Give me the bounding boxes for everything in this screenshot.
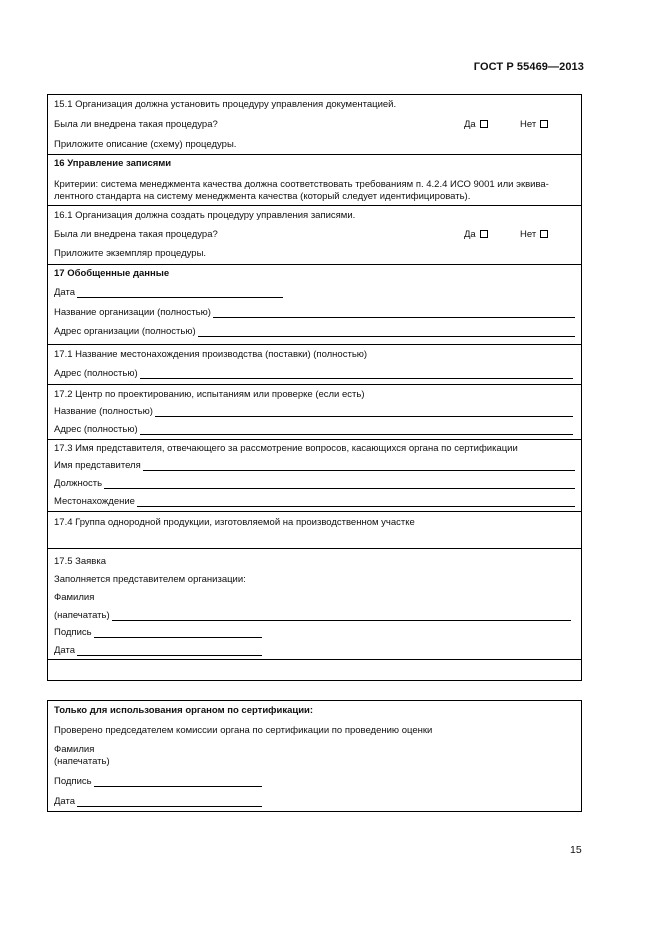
org-address-field[interactable] — [54, 326, 575, 337]
document-standard-number: ГОСТ Р 55469—2013 — [473, 61, 584, 73]
section-15-1-attach: Приложите описание (схему) процедуры. — [54, 139, 237, 150]
yes-label: Да — [464, 229, 476, 240]
section-17-1 — [48, 345, 581, 385]
org-address-label: Адрес организации (полностью) — [54, 326, 196, 337]
no-option[interactable] — [520, 119, 548, 130]
section-16-title: 16 Управление записями — [54, 158, 172, 169]
applicant-signature-fill-line[interactable] — [94, 628, 262, 638]
center-address-label: Адрес (полностью) — [54, 424, 138, 435]
cert-date-label: Дата — [54, 796, 76, 807]
section-17-5-filled-by: Заполняется представителем организации: — [54, 574, 246, 585]
applicant-date-field[interactable] — [54, 645, 575, 656]
section-16-1-title: 16.1 Организация должна создать процедуру управления записями. — [54, 210, 356, 221]
org-name-field[interactable] — [54, 307, 575, 318]
cert-date-fill-line[interactable] — [77, 797, 262, 807]
rep-name-fill-line[interactable] — [143, 461, 575, 471]
no-option[interactable] — [520, 229, 548, 240]
applicant-date-label: Дата — [54, 645, 76, 656]
org-address-fill-line[interactable] — [198, 327, 575, 337]
cert-signature-field[interactable] — [54, 776, 575, 787]
cert-signature-label: Подпись — [54, 776, 92, 787]
section-15-1 — [48, 95, 581, 155]
date-fill-line[interactable] — [77, 288, 283, 298]
rep-name-label: Имя представителя — [54, 460, 141, 471]
applicant-date-fill-line[interactable] — [77, 646, 262, 656]
date-label: Дата — [54, 287, 76, 298]
section-17-5-title: 17.5 Заявка — [54, 556, 106, 567]
no-label: Нет — [520, 229, 537, 240]
applicant-print-label: (напечатать) — [54, 610, 110, 621]
section-17-3 — [48, 440, 581, 512]
section-17-5 — [48, 549, 581, 660]
position-fill-line[interactable] — [104, 479, 575, 489]
section-17-title: 17 Обобщенные данные — [54, 268, 170, 279]
cert-surname-label: Фамилия — [54, 744, 95, 755]
location-label: Местонахождение — [54, 496, 135, 507]
position-label: Должность — [54, 478, 103, 489]
applicant-print-field[interactable] — [54, 610, 571, 621]
center-name-fill-line[interactable] — [155, 407, 573, 417]
empty-row — [48, 660, 581, 680]
center-address-field[interactable] — [54, 424, 573, 435]
no-checkbox[interactable] — [540, 230, 548, 238]
yes-label: Да — [464, 119, 476, 130]
cert-title: Только для использования органом по сертификации: — [54, 705, 314, 716]
yes-checkbox[interactable] — [480, 120, 488, 128]
section-15-1-question — [54, 119, 575, 130]
section-17 — [48, 265, 581, 345]
section-17-4 — [48, 512, 581, 549]
section-17-2 — [48, 385, 581, 440]
applicant-surname-label: Фамилия — [54, 592, 95, 603]
cert-signature-fill-line[interactable] — [94, 777, 262, 787]
section-16-criteria-line-2: лентного стандарта на систему менеджмента качества (который следует идентифицировать). — [54, 191, 471, 202]
questionnaire-table — [47, 94, 582, 681]
section-17-3-title: 17.3 Имя представителя, отвечающего за рассмотрение вопросов, касающихся органа по сертификации — [54, 443, 518, 454]
section-16-criteria-line-1: Критерии: система менеджмента качества должна соответствовать требованиям п. 4.2.4 ИСО 9001 или эквива- — [54, 179, 549, 190]
question-text: Была ли внедрена такая процедура? — [54, 229, 218, 240]
page-number: 15 — [570, 844, 582, 856]
section-16 — [48, 155, 581, 206]
cert-date-field[interactable] — [54, 796, 575, 807]
section-16-1 — [48, 206, 581, 265]
section-17-1-title: 17.1 Название местонахождения производства (поставки) (полностью) — [54, 349, 368, 360]
section-17-2-title: 17.2 Центр по проектированию, испытаниям или проверке (если есть) — [54, 389, 365, 400]
cert-checked-text: Проверено председателем комиссии органа по сертификации по проведению оценки — [54, 725, 433, 736]
production-address-fill-line[interactable] — [140, 369, 573, 379]
org-name-label: Название организации (полностью) — [54, 307, 211, 318]
section-16-1-question — [54, 229, 575, 240]
center-name-label: Название (полностью) — [54, 406, 153, 417]
section-17-4-title: 17.4 Группа однородной продукции, изготовляемой на производственном участке — [54, 517, 415, 528]
location-field[interactable] — [54, 496, 575, 507]
applicant-signature-field[interactable] — [54, 627, 575, 638]
no-checkbox[interactable] — [540, 120, 548, 128]
section-16-1-attach: Приложите экземпляр процедуры. — [54, 248, 207, 259]
location-fill-line[interactable] — [137, 497, 575, 507]
production-address-field[interactable] — [54, 368, 573, 379]
yes-option[interactable] — [464, 229, 488, 240]
position-field[interactable] — [54, 478, 575, 489]
section-15-1-title: 15.1 Организация должна установить процедуру управления документацией. — [54, 99, 397, 110]
no-label: Нет — [520, 119, 537, 130]
cert-print-label: (напечатать) — [54, 756, 110, 767]
certification-body-table — [47, 700, 582, 812]
applicant-print-fill-line[interactable] — [112, 611, 571, 621]
production-address-label: Адрес (полностью) — [54, 368, 138, 379]
yes-option[interactable] — [464, 119, 488, 130]
question-text: Была ли внедрена такая процедура? — [54, 119, 218, 130]
rep-name-field[interactable] — [54, 460, 575, 471]
org-name-fill-line[interactable] — [213, 308, 575, 318]
yes-checkbox[interactable] — [480, 230, 488, 238]
center-name-field[interactable] — [54, 406, 573, 417]
center-address-fill-line[interactable] — [140, 425, 573, 435]
date-field[interactable] — [54, 287, 575, 298]
applicant-signature-label: Подпись — [54, 627, 92, 638]
